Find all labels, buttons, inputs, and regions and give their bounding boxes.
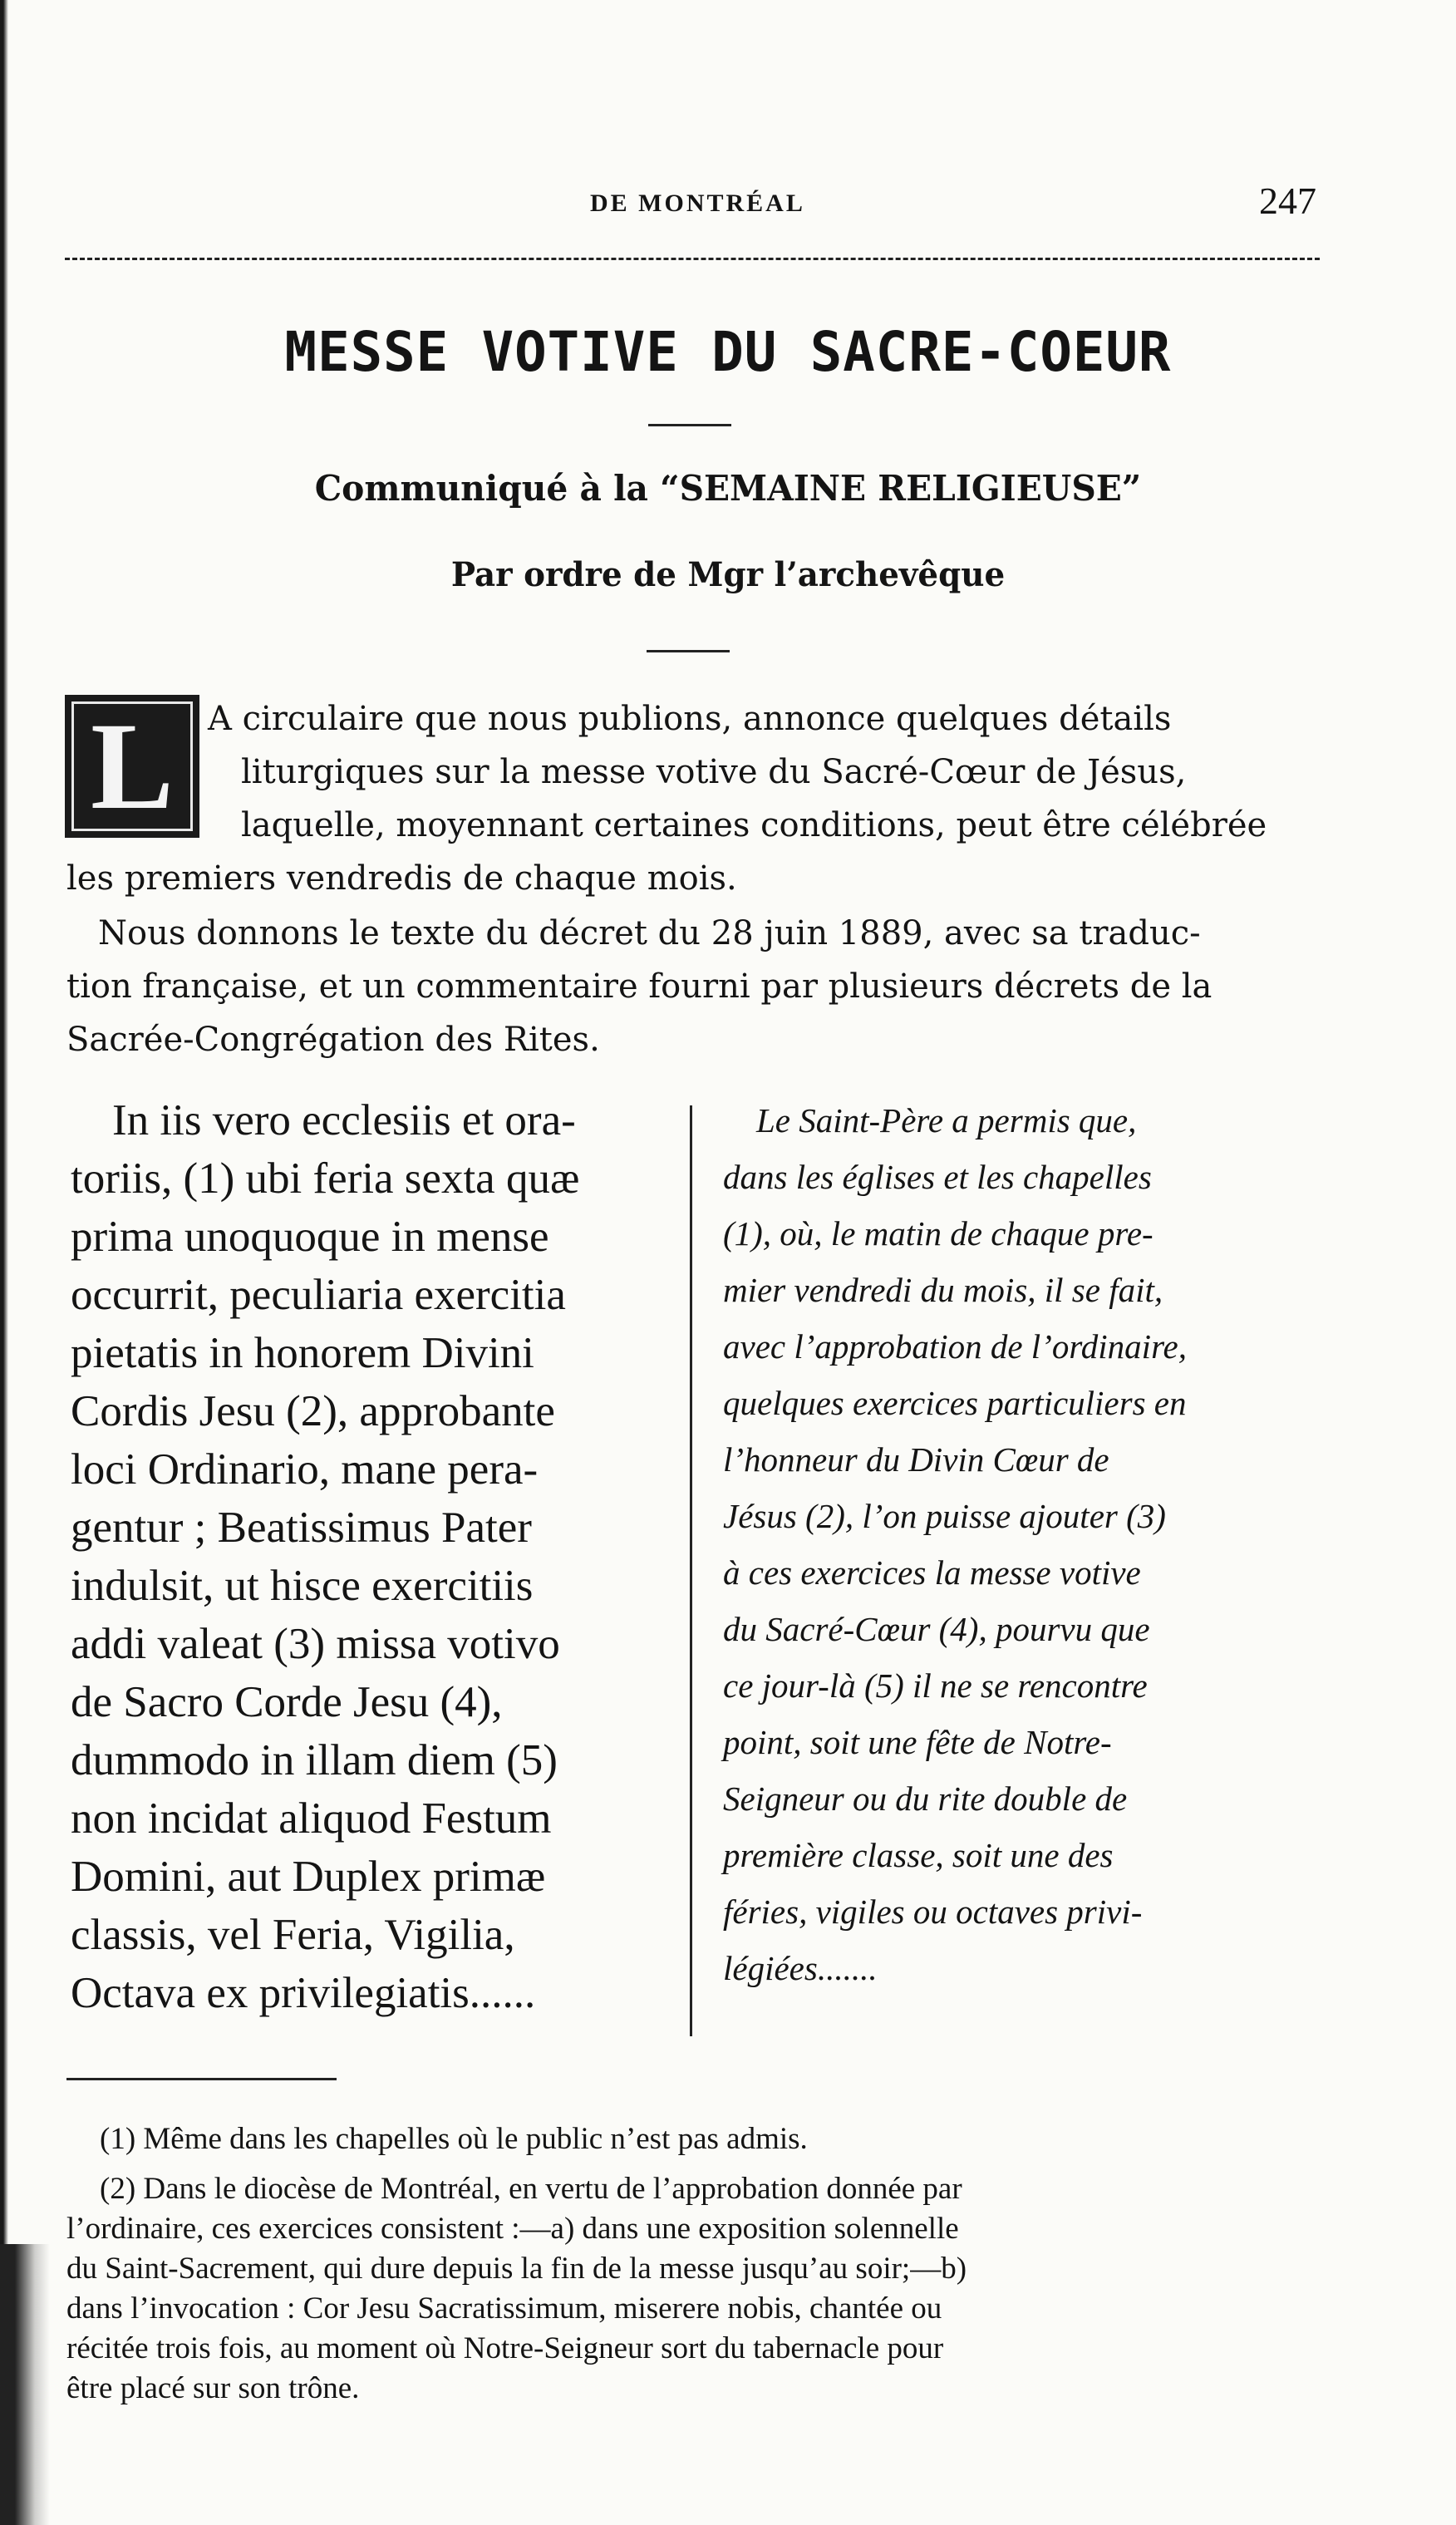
french-line: Seigneur ou du rite double de — [723, 1779, 1128, 1818]
latin-line: Domini, aut Duplex primæ — [71, 1853, 546, 1901]
byline-rule — [647, 650, 730, 652]
intro-line: A circulaire que nous publions, annonce quelques détails — [208, 700, 1172, 738]
intro-line: tion française, et un commentaire fourni par plusieurs décrets de la — [66, 967, 1213, 1006]
footnote-rule — [66, 2078, 337, 2080]
french-line: l’honneur du Divin Cœur de — [723, 1440, 1109, 1479]
title-rule — [648, 424, 731, 426]
latin-line: gentur ; Beatissimus Pater — [71, 1504, 532, 1552]
running-head: DE MONTRÉAL — [590, 189, 805, 217]
column-divider — [690, 1105, 692, 2036]
decorated-initial: L — [65, 695, 199, 838]
latin-line: prima unoquoque in mense — [71, 1213, 549, 1261]
latin-line: In iis vero ecclesiis et ora- — [112, 1096, 576, 1144]
latin-line: addi valeat (3) missa votivo — [71, 1620, 560, 1668]
french-line: point, soit une fête de Notre- — [723, 1723, 1112, 1761]
french-line: quelques exercices particuliers en — [723, 1384, 1187, 1422]
intro-line: les premiers vendredis de chaque mois. — [66, 859, 737, 898]
intro-line: liturgiques sur la messe votive du Sacré-Cœur de Jésus, — [241, 753, 1187, 791]
header-rule — [65, 258, 1320, 260]
french-line: ce jour-là (5) il ne se rencontre — [723, 1666, 1148, 1705]
french-line: Jésus (2), l’on puisse ajouter (3) — [723, 1497, 1166, 1535]
french-line: du Sacré-Cœur (4), pourvu que — [723, 1610, 1150, 1648]
article-title: MESSE VOTIVE DU SACRE-COEUR — [284, 320, 1172, 384]
latin-line: occurrit, peculiaria exercitia — [71, 1271, 566, 1319]
latin-line: pietatis in honorem Divini — [71, 1329, 534, 1377]
french-line: mier vendredi du mois, il se fait, — [723, 1271, 1163, 1309]
footnote-line: être placé sur son trône. — [66, 2371, 360, 2405]
latin-line: loci Ordinario, mane pera- — [71, 1445, 539, 1494]
french-line: à ces exercices la messe votive — [723, 1553, 1141, 1592]
french-line: dans les églises et les chapelles — [723, 1158, 1152, 1196]
footnote-line: (1) Même dans les chapelles où le public n’est pas admis. — [100, 2122, 808, 2156]
page-number: 247 — [1259, 180, 1316, 222]
footnote-line: l’ordinaire, ces exercices consistent :—a) dans une exposition solennelle — [66, 2212, 959, 2246]
footnote-line: récitée trois fois, au moment où Notre-Seigneur sort du tabernacle pour — [66, 2331, 944, 2365]
article-byline: Par ordre de Mgr l’archevêque — [450, 555, 1006, 594]
page-edge-shadow-bottom — [0, 2244, 50, 2525]
french-line: légiées....... — [723, 1949, 878, 1987]
french-line: avec l’approbation de l’ordinaire, — [723, 1327, 1187, 1366]
french-line: première classe, soit une des — [723, 1836, 1114, 1874]
french-line: Le Saint-Père a permis que, — [756, 1101, 1137, 1139]
intro-line: Nous donnons le texte du décret du 28 juin 1889, avec sa traduc- — [98, 914, 1201, 952]
latin-line: Cordis Jesu (2), approbante — [71, 1387, 555, 1435]
latin-line: dummodo in illam diem (5) — [71, 1736, 558, 1784]
french-line: (1), où, le matin de chaque pre- — [723, 1214, 1153, 1253]
french-line: féries, vigiles ou octaves privi- — [723, 1893, 1143, 1931]
footnote-line: dans l’invocation : Cor Jesu Sacratissimum, miserere nobis, chantée ou — [66, 2291, 942, 2326]
page-edge-shadow — [0, 0, 8, 2525]
latin-line: toriis, (1) ubi feria sexta quæ — [71, 1154, 580, 1203]
footnote-line: (2) Dans le diocèse de Montréal, en vertu de l’approbation donnée par — [100, 2172, 962, 2206]
intro-line: Sacrée-Congrégation des Rites. — [66, 1021, 600, 1059]
footnote-line: du Saint-Sacrement, qui dure depuis la fin de la messe jusqu’au soir;—b) — [66, 2252, 967, 2286]
latin-line: indulsit, ut hisce exercitiis — [71, 1562, 534, 1610]
intro-line: laquelle, moyennant certaines conditions, peut être célébrée — [241, 806, 1267, 844]
latin-line: classis, vel Feria, Vigilia, — [71, 1911, 515, 1959]
latin-line: Octava ex privilegiatis...... — [71, 1969, 536, 2017]
latin-line: de Sacro Corde Jesu (4), — [71, 1678, 503, 1726]
latin-line: non incidat aliquod Festum — [71, 1794, 552, 1843]
article-subtitle: Communiqué à la “SEMAINE RELIGIEUSE” — [314, 468, 1142, 509]
